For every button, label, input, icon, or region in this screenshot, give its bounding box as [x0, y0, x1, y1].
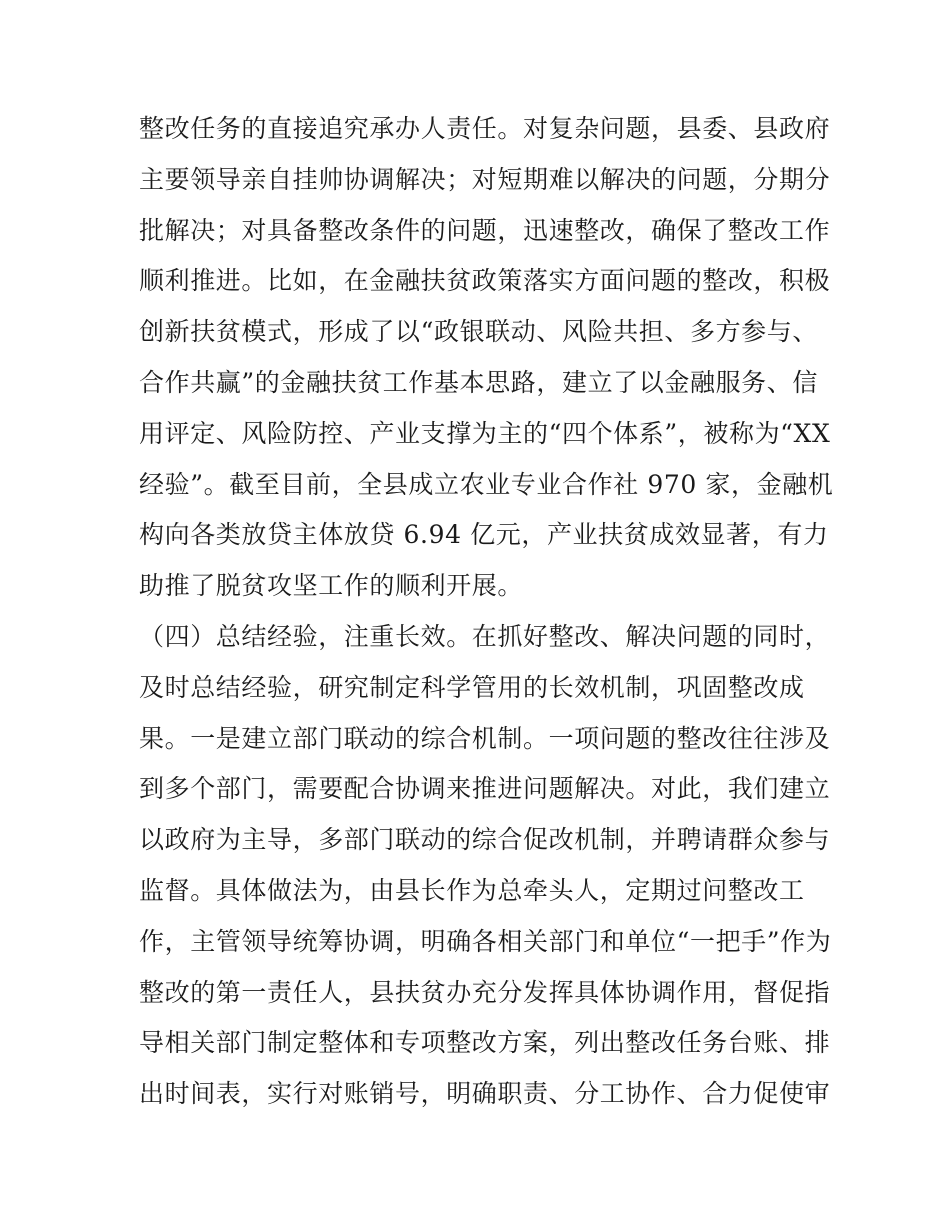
text-line: 作，主管领导统筹协调，明确各相关部门和单位“一把手”作为: [139, 926, 832, 956]
text-line: 及时总结经验，研究制定科学管用的长效机制，巩固整改成: [139, 672, 805, 702]
document-body: [139, 104, 834, 1120]
text-line: 导相关部门制定整体和专项整改方案，列出整改任务台账、排: [139, 1028, 831, 1058]
text-line: 整改的第一责任人，县扶贫办充分发挥具体协调作用，督促指: [139, 977, 831, 1007]
text-line: 助推了脱贫攻坚工作的顺利开展。: [139, 571, 524, 601]
text-line: 构向各类放贷主体放贷 6.94 亿元，产业扶贫成效显著，有力: [139, 520, 829, 550]
text-line: 合作共赢”的金融扶贫工作基本思路，建立了以金融服务、信: [139, 367, 818, 397]
text-line: 整改任务的直接追究承办人责任。对复杂问题，县委、县政府: [139, 114, 831, 143]
text-line: 果。一是建立部门联动的综合机制。一项问题的整改往往涉及: [139, 723, 831, 753]
text-line: 批解决；对具备整改条件的问题，迅速整改，确保了整改工作: [139, 215, 831, 245]
text-line: 主要领导亲自挂帅协调解决；对短期难以解决的问题，分期分: [139, 164, 831, 194]
text-line: 监督。具体做法为，由县长作为总牵头人，定期过问整改工: [139, 875, 805, 905]
section-heading-line: （四）总结经验，注重长效。在抓好整改、解决问题的同时，: [139, 621, 831, 651]
text-line: 创新扶贫模式，形成了以“政银联动、风险共担、多方参与、: [139, 317, 818, 347]
text-line: 顺利推进。比如，在金融扶贫政策落实方面问题的整改，积极: [139, 266, 831, 296]
text-line: 经验”。截至目前，全县成立农业专业合作社 970 家，金融机: [139, 469, 834, 499]
text-line: 出时间表，实行对账销号，明确职责、分工协作、合力促使审: [139, 1079, 831, 1109]
text-line: 以政府为主导，多部门联动的综合促改机制，并聘请群众参与: [139, 825, 831, 855]
text-line: 到多个部门，需要配合协调来推进问题解决。对此，我们建立: [139, 774, 831, 804]
text-line: 用评定、风险防控、产业支撑为主的“四个体系”，被称为“XX: [139, 418, 831, 448]
